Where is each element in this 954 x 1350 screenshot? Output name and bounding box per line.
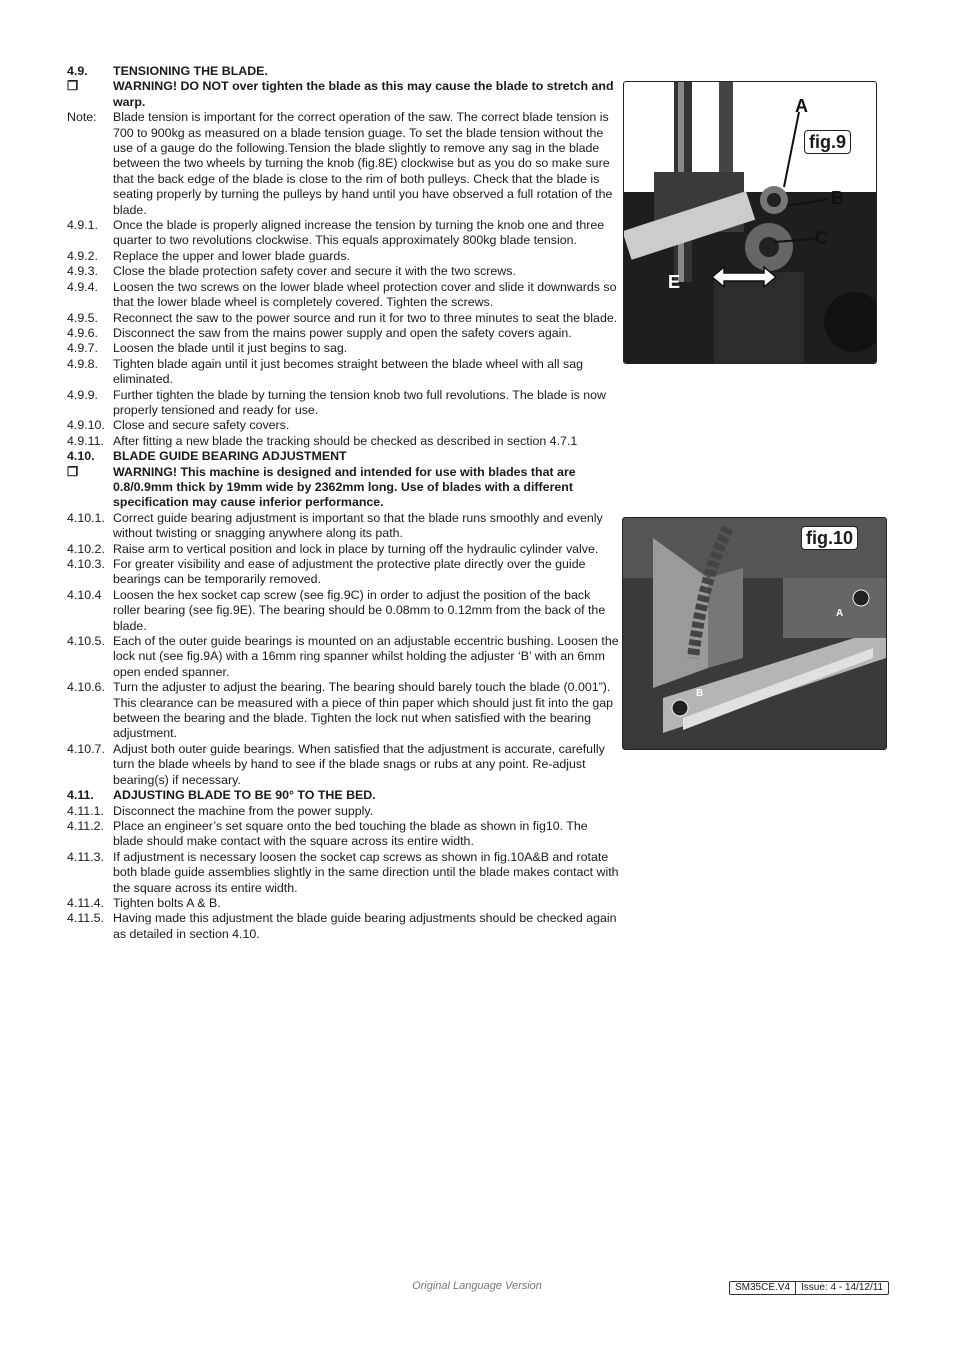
- instruction-number: 4.10.3.: [67, 557, 105, 571]
- instruction-number: ❒: [67, 464, 79, 479]
- instruction-item: [67, 280, 619, 311]
- instruction-text: After fitting a new blade the tracking should be checked as described in section 4.7.1: [113, 433, 578, 448]
- instruction-number: 4.10.7.: [67, 741, 105, 756]
- instruction-number: 4.9.11.: [67, 433, 104, 448]
- instruction-number: 4.9.6.: [67, 325, 99, 340]
- instruction-text: TENSIONING THE BLADE.: [113, 64, 268, 78]
- instruction-number: 4.11.1.: [67, 803, 104, 818]
- fig9-callout-e: E: [668, 272, 681, 292]
- instruction-item: [67, 249, 619, 264]
- instruction-number: 4.9.4.: [67, 279, 99, 294]
- instruction-text: Place an engineer’s set square onto the bed touching the blade as shown in fig10. The blade should make contact with the square across its entire width.: [113, 818, 588, 849]
- instructions-column: [67, 64, 619, 942]
- instruction-text: BLADE GUIDE BEARING ADJUSTMENT: [113, 449, 347, 464]
- instruction-text: Reconnect the saw to the power source and run it for two to three minutes to seat the blade.: [113, 310, 618, 325]
- instruction-item: [67, 465, 619, 511]
- instruction-number: 4.9.7.: [67, 341, 99, 356]
- instruction-item: [67, 434, 619, 449]
- instruction-item: [67, 788, 619, 803]
- instruction-number: 4.9.3.: [67, 264, 99, 279]
- instruction-text: Replace the upper and lower blade guards.: [113, 248, 350, 263]
- instruction-text: Tighten blade again until it just becomes straight between the blade wheel with all sag eliminated.: [113, 356, 583, 387]
- fig9-callout-b: B: [831, 188, 844, 208]
- instruction-number: 4.11.: [67, 788, 94, 803]
- instruction-text: Adjust both outer guide bearings. When satisfied that the adjustment is accurate, carefully turn the blade wheels by hand to see if the blade snags or rubs at any point. Re-adjust bearing(s) if necessary.: [113, 741, 605, 787]
- instruction-item: [67, 110, 619, 218]
- instruction-text: WARNING! DO NOT over tighten the blade as this may cause the blade to stretch and warp.: [113, 79, 614, 109]
- fig10-label: fig.10: [801, 526, 858, 550]
- instruction-item: [67, 850, 619, 896]
- fig10-illustration: [623, 518, 886, 749]
- instruction-text: Loosen the two screws on the lower blade wheel protection cover and slide it downwards so that the lower blade wheel is completely covered. Tighten the screws.: [113, 279, 617, 310]
- instruction-text: WARNING! This machine is designed and intended for use with blades that are 0.8/0.9mm thick by 19mm wide by 2362mm long. Use of blades with a different specification may cause inferior performance.: [113, 464, 576, 510]
- instruction-number: 4.9.: [67, 64, 88, 78]
- instruction-item: [67, 804, 619, 819]
- fig10-photo: [622, 517, 887, 750]
- instruction-number: 4.9.2.: [67, 248, 99, 263]
- fig9-illustration: [624, 82, 876, 363]
- instruction-number: 4.9.1.: [67, 218, 99, 233]
- instruction-number: 4.10.4: [67, 587, 102, 602]
- instruction-text: Raise arm to vertical position and lock in place by turning off the hydraulic cylinder valve.: [113, 541, 599, 556]
- fig9-callout-a: A: [795, 96, 808, 116]
- instruction-text: Loosen the hex socket cap screw (see fig.9C) in order to adjust the position of the back roller bearing (see fig.9E). The bearing should be 0.08mm to 0.12mm from the back of the blade.: [113, 587, 606, 633]
- instruction-text: ADJUSTING BLADE TO BE 90° TO THE BED.: [113, 788, 376, 803]
- instruction-item: [67, 742, 619, 788]
- instruction-text: Blade tension is important for the correct operation of the saw. The correct blade tension is 700 to 900kg as measured on a blade tension guage. To set the blade tension without the use of a gauge do the following.Tension the blade slightly to remove any sag in the blade between the two wheels by turning the knob (fig.8E) clockwise but as you do so make sure that the back edge of the blade is close to the rim of both pulleys. Check that the blade is seating properly by turning the pulleys by hand until you have observed a full rotation of the blade.: [113, 110, 613, 217]
- instruction-item: [67, 511, 619, 542]
- instruction-text: Close the blade protection safety cover and secure it with the two screws.: [113, 264, 516, 279]
- instruction-number: 4.10.2.: [67, 541, 105, 556]
- instruction-number: 4.9.8.: [67, 356, 99, 371]
- instruction-number: 4.11.5.: [67, 911, 104, 926]
- footer-model-code: SM35CE.V4: [735, 1282, 791, 1293]
- instruction-text: Disconnect the machine from the power supply.: [113, 803, 374, 818]
- instruction-text: Each of the outer guide bearings is mounted on an adjustable eccentric bushing. Loosen the lock nut (see fig.9A) with a 16mm ring spanner whilst holding the adjuster ‘B’ with an 6mm open ended spanner.: [113, 634, 619, 679]
- instruction-number: 4.10.5.: [67, 634, 105, 649]
- instruction-text: Further tighten the blade by turning the tension knob two full revolutions. The blade is now properly tensioned and ready for use.: [113, 387, 606, 417]
- fig10-callout-b: B: [696, 688, 704, 699]
- instruction-item: [67, 311, 619, 326]
- fig10-callout-a: A: [836, 608, 844, 619]
- instruction-item: [67, 634, 619, 680]
- instruction-item: [67, 64, 619, 79]
- instruction-text: Correct guide bearing adjustment is important so that the blade runs smoothly and evenly without twisting or snagging anywhere along its path.: [113, 510, 603, 541]
- instruction-item: [67, 449, 619, 464]
- instruction-item: [67, 680, 619, 742]
- instruction-item: [67, 388, 619, 419]
- instruction-item: [67, 896, 619, 911]
- instruction-text: If adjustment is necessary loosen the socket cap screws as shown in fig.10A&B and rotate both blade guide assemblies slightly in the same direction until the blade makes contact with the square across its entire width.: [113, 849, 619, 895]
- instruction-text: For greater visibility and ease of adjustment the protective plate directly over the guide bearings can be temporarily removed.: [113, 557, 586, 587]
- instruction-item: [67, 557, 619, 588]
- instruction-number: 4.10.: [67, 449, 95, 464]
- fig9-label: fig.9: [804, 130, 851, 154]
- instruction-text: Once the blade is properly aligned increase the tension by turning the knob one and three quarter to two revolutions clockwise. This equals approximately 800kg blade tension.: [113, 218, 605, 248]
- instruction-item: [67, 418, 619, 433]
- instruction-text: Close and secure safety covers.: [113, 418, 290, 433]
- footer-doc-code: [729, 1281, 889, 1295]
- fig9-photo: [623, 81, 877, 364]
- instruction-item: [67, 819, 619, 850]
- instruction-number: 4.11.3.: [67, 849, 104, 864]
- instruction-item: [67, 911, 619, 942]
- fig9-callout-c: C: [815, 228, 828, 248]
- instruction-number: 4.11.2.: [67, 818, 104, 833]
- instruction-text: Disconnect the saw from the mains power supply and open the safety covers again.: [113, 325, 572, 340]
- instruction-item: [67, 341, 619, 356]
- instruction-item: [67, 264, 619, 279]
- instruction-number: 4.11.4.: [67, 895, 104, 910]
- instruction-item: [67, 79, 619, 110]
- instruction-number: 4.9.10.: [67, 418, 105, 433]
- instruction-text: Loosen the blade until it just begins to sag.: [113, 341, 348, 356]
- instruction-item: [67, 588, 619, 634]
- instruction-number: 4.10.6.: [67, 680, 105, 695]
- instruction-text: Turn the adjuster to adjust the bearing. The bearing should barely touch the blade (0.001”). This clearance can be measured with a piece of thin paper which should just fit into the gap between the bearing and the blade. Tighten the lock nut when satisfied with the bearing adjustment.: [113, 680, 614, 741]
- instruction-text: Tighten bolts A & B.: [113, 895, 221, 910]
- instruction-item: [67, 357, 619, 388]
- footer-language-note: Original Language Version: [412, 1280, 542, 1292]
- instruction-number: 4.9.9.: [67, 387, 99, 402]
- instruction-item: [67, 542, 619, 557]
- instruction-number: ❒: [67, 79, 79, 94]
- instruction-number: Note:: [67, 110, 97, 125]
- instruction-text: Having made this adjustment the blade guide bearing adjustments should be checked again as detailed in section 4.10.: [113, 911, 617, 941]
- footer-issue: Issue: 4 - 14/12/11: [795, 1282, 888, 1294]
- instruction-number: 4.9.5.: [67, 310, 99, 325]
- instruction-item: [67, 218, 619, 249]
- instruction-item: [67, 326, 619, 341]
- instruction-number: 4.10.1.: [67, 510, 105, 525]
